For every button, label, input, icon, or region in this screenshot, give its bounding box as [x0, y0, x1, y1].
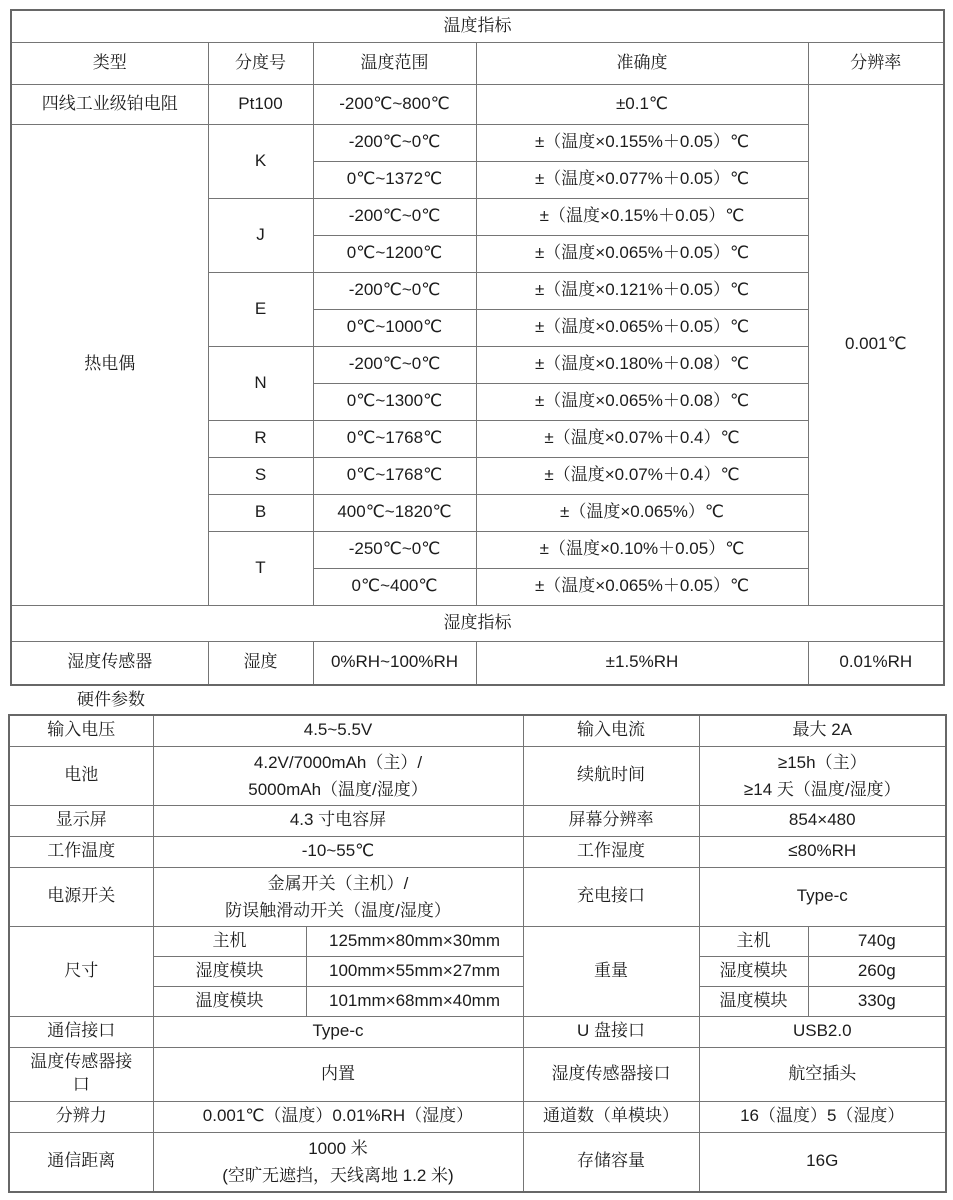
- cell-temp-range: 0℃~1768℃: [313, 420, 476, 457]
- cell-temp-range: -200℃~0℃: [313, 124, 476, 161]
- cell-index-code: N: [208, 346, 313, 420]
- cell-accuracy: ±（温度×0.077%＋0.05）℃: [476, 161, 808, 198]
- cell-param-label: 续航时间: [523, 746, 699, 805]
- cell-param-value: Type-c: [699, 867, 946, 926]
- cell-param-value: 0.001℃（温度）0.01%RH（湿度）: [153, 1101, 523, 1132]
- cell-sub-label: 主机: [699, 926, 808, 956]
- cell-param-value: [153, 746, 523, 805]
- cell-accuracy: ±（温度×0.07%＋0.4）℃: [476, 457, 808, 494]
- cell-temp-range: -200℃~0℃: [313, 272, 476, 309]
- cell-param-label: 尺寸: [9, 926, 153, 1016]
- cell-accuracy: ±（温度×0.07%＋0.4）℃: [476, 420, 808, 457]
- cell-index-code: R: [208, 420, 313, 457]
- temperature-spec-table: [10, 9, 945, 686]
- cell-sub-value: 125mm×80mm×30mm: [306, 926, 523, 956]
- cell-sensor-type: 四线工业级铂电阻: [11, 84, 208, 124]
- cell-accuracy: ±（温度×0.121%＋0.05）℃: [476, 272, 808, 309]
- cell-param-value: [699, 746, 946, 805]
- cell-param-value: 16（温度）5（湿度）: [699, 1101, 946, 1132]
- cell-temp-range: 0℃~400℃: [313, 568, 476, 605]
- cell-temp-range: -200℃~800℃: [313, 84, 476, 124]
- cell-param-value: 航空插头: [699, 1047, 946, 1101]
- cell-param-value: Type-c: [153, 1016, 523, 1047]
- cell-temp-range: 0℃~1768℃: [313, 457, 476, 494]
- cell-temp-range: -200℃~0℃: [313, 198, 476, 235]
- cell-accuracy: ±（温度×0.155%＋0.05）℃: [476, 124, 808, 161]
- cell-param-label: 电源开关: [9, 867, 153, 926]
- endurance-line-1: ≥15h（主）: [777, 752, 867, 772]
- temp-table-title: 温度指标: [11, 10, 944, 42]
- col-header-temp-range: 温度范围: [313, 42, 476, 84]
- cell-temp-range: 0℃~1372℃: [313, 161, 476, 198]
- power-switch-line-1: 金属开关（主机）/: [267, 873, 409, 893]
- cell-sensor-type: 湿度传感器: [11, 641, 208, 685]
- cell-param-value: USB2.0: [699, 1016, 946, 1047]
- hardware-section-heading: 硬件参数: [77, 690, 145, 709]
- cell-param-label: 分辨力: [9, 1101, 153, 1132]
- cell-accuracy: ±（温度×0.065%＋0.08）℃: [476, 383, 808, 420]
- battery-line-2: 5000mAh（温度/湿度）: [248, 779, 428, 799]
- cell-sub-label: 湿度模块: [153, 956, 306, 986]
- cell-sub-value: 740g: [808, 926, 946, 956]
- cell-param-value: 最大 2A: [699, 715, 946, 746]
- col-header-resolution: 分辨率: [808, 42, 944, 84]
- cell-accuracy: ±（温度×0.065%＋0.05）℃: [476, 568, 808, 605]
- cell-param-label: 显示屏: [9, 805, 153, 836]
- cell-param-label: 工作温度: [9, 836, 153, 867]
- cell-sensor-type: 热电偶: [11, 124, 208, 605]
- cell-param-value: ≤80%RH: [699, 836, 946, 867]
- cell-sub-value: 100mm×55mm×27mm: [306, 956, 523, 986]
- cell-param-value: 854×480: [699, 805, 946, 836]
- battery-line-1: 4.2V/7000mAh（主）/: [253, 752, 423, 772]
- cell-param-label: 通信接口: [9, 1016, 153, 1047]
- cell-accuracy: ±（温度×0.10%＋0.05）℃: [476, 531, 808, 568]
- cell-accuracy: ±（温度×0.180%＋0.08）℃: [476, 346, 808, 383]
- col-header-accuracy: 准确度: [476, 42, 808, 84]
- cell-temp-range: 0℃~1000℃: [313, 309, 476, 346]
- cell-resolution: 0.001℃: [808, 84, 944, 605]
- cell-param-value: [153, 867, 523, 926]
- cell-index-code: B: [208, 494, 313, 531]
- cell-param-label: 湿度传感器接口: [523, 1047, 699, 1101]
- cell-temp-range: 0℃~1200℃: [313, 235, 476, 272]
- cell-index-code: S: [208, 457, 313, 494]
- cell-index-code: J: [208, 198, 313, 272]
- cell-param-value: 16G: [699, 1132, 946, 1192]
- cell-param-label: 温度传感器接口: [9, 1047, 153, 1101]
- cell-sub-value: 260g: [808, 956, 946, 986]
- cell-param-label: 通道数（单模块）: [523, 1101, 699, 1132]
- comm-distance-line-2: (空旷无遮挡，天线离地 1.2 米): [222, 1165, 454, 1185]
- cell-param-value: 4.3 寸电容屏: [153, 805, 523, 836]
- cell-index-code: T: [208, 531, 313, 605]
- cell-sub-value: 330g: [808, 986, 946, 1016]
- cell-param-label: U 盘接口: [523, 1016, 699, 1047]
- cell-param-label: 输入电流: [523, 715, 699, 746]
- humidity-section-title: 湿度指标: [11, 605, 944, 641]
- cell-accuracy: ±（温度×0.065%）℃: [476, 494, 808, 531]
- cell-accuracy: ±0.1℃: [476, 84, 808, 124]
- cell-index-code: E: [208, 272, 313, 346]
- power-switch-line-2: 防误触滑动开关（温度/湿度）: [225, 900, 451, 920]
- cell-param-label: 充电接口: [523, 867, 699, 926]
- hardware-spec-table: [8, 714, 947, 1193]
- cell-param-label: 电池: [9, 746, 153, 805]
- cell-accuracy: ±（温度×0.065%＋0.05）℃: [476, 309, 808, 346]
- cell-sub-label: 主机: [153, 926, 306, 956]
- cell-param-label: 输入电压: [9, 715, 153, 746]
- cell-temp-range: 0℃~1300℃: [313, 383, 476, 420]
- cell-param-value: -10~55℃: [153, 836, 523, 867]
- cell-resolution: 0.01%RH: [808, 641, 944, 685]
- col-header-index-number: 分度号: [208, 42, 313, 84]
- cell-sub-label: 温度模块: [699, 986, 808, 1016]
- cell-temp-range: 400℃~1820℃: [313, 494, 476, 531]
- cell-accuracy: ±（温度×0.15%＋0.05）℃: [476, 198, 808, 235]
- cell-temp-range: -200℃~0℃: [313, 346, 476, 383]
- cell-param-label: 存储容量: [523, 1132, 699, 1192]
- cell-sub-label: 温度模块: [153, 986, 306, 1016]
- cell-index-code: Pt100: [208, 84, 313, 124]
- cell-param-label: 屏幕分辨率: [523, 805, 699, 836]
- cell-sub-label: 湿度模块: [699, 956, 808, 986]
- cell-param-value: 4.5~5.5V: [153, 715, 523, 746]
- cell-temp-range: -250℃~0℃: [313, 531, 476, 568]
- cell-accuracy: ±（温度×0.065%＋0.05）℃: [476, 235, 808, 272]
- cell-param-label: 工作湿度: [523, 836, 699, 867]
- cell-param-label: 通信距离: [9, 1132, 153, 1192]
- cell-index-code: K: [208, 124, 313, 198]
- col-header-type: 类型: [11, 42, 208, 84]
- cell-param-value: [153, 1132, 523, 1192]
- cell-temp-range: 0%RH~100%RH: [313, 641, 476, 685]
- cell-param-value: 内置: [153, 1047, 523, 1101]
- endurance-line-2: ≥14 天（温度/湿度）: [743, 779, 901, 799]
- cell-sub-value: 101mm×68mm×40mm: [306, 986, 523, 1016]
- cell-param-label: 重量: [523, 926, 699, 1016]
- comm-distance-line-1: 1000 米: [308, 1138, 368, 1158]
- cell-index-code: 湿度: [208, 641, 313, 685]
- cell-accuracy: ±1.5%RH: [476, 641, 808, 685]
